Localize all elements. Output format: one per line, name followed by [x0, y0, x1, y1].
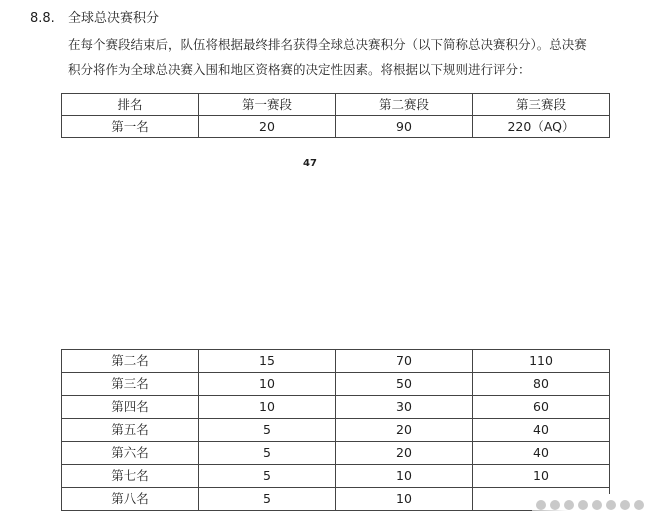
stage-2-cell: 10: [336, 465, 473, 488]
stage-1-cell: 5: [199, 488, 336, 511]
more-dots-icon: [634, 500, 644, 510]
points-table-bottom: [61, 349, 610, 511]
table-row: [62, 373, 610, 396]
more-dots-icon: [550, 500, 560, 510]
rank-cell: 第四名: [62, 396, 199, 419]
rank-cell: 第二名: [62, 350, 199, 373]
stage-3-cell: 220（AQ）: [473, 116, 610, 138]
stage-1-cell: 5: [199, 465, 336, 488]
header-cell-stage-1: 第一赛段: [199, 94, 336, 116]
stage-1-cell: 5: [199, 419, 336, 442]
stage-3-cell: 40: [473, 442, 610, 465]
header-cell-stage-2: 第二赛段: [336, 94, 473, 116]
stage-1-cell: 15: [199, 350, 336, 373]
rank-cell: 第一名: [62, 116, 199, 138]
stage-3-cell: 110: [473, 350, 610, 373]
rank-cell: 第五名: [62, 419, 199, 442]
table-row: [62, 116, 610, 138]
table-row: [62, 419, 610, 442]
more-options-button[interactable]: [532, 494, 652, 516]
table-row: [62, 350, 610, 373]
rank-cell: 第六名: [62, 442, 199, 465]
stage-2-cell: 70: [336, 350, 473, 373]
rank-cell: 第七名: [62, 465, 199, 488]
stage-1-cell: 5: [199, 442, 336, 465]
page-number: 47: [303, 158, 317, 169]
table-row: [62, 488, 610, 511]
table-row: [62, 465, 610, 488]
stage-3-cell: 80: [473, 373, 610, 396]
table-row: [62, 396, 610, 419]
section-heading: [30, 10, 159, 28]
stage-1-cell: 10: [199, 373, 336, 396]
more-dots-icon: [592, 500, 602, 510]
intro-paragraph-line-1: 在每个赛段结束后，队伍将根据最终排名获得全球总决赛积分（以下简称总决赛积分）。总决赛: [68, 37, 587, 52]
section-number: 8.8.: [30, 11, 55, 26]
table-header-row: [62, 94, 610, 116]
stage-2-cell: 30: [336, 396, 473, 419]
stage-2-cell: 10: [336, 488, 473, 511]
stage-3-cell: 40: [473, 419, 610, 442]
more-dots-icon: [578, 500, 588, 510]
stage-1-cell: 10: [199, 396, 336, 419]
intro-paragraph-line-2: 积分将作为全球总决赛入围和地区资格赛的决定性因素。将根据以下规则进行评分：: [68, 62, 531, 77]
points-table-top: [61, 93, 610, 138]
section-title: 全球总决赛积分: [68, 11, 160, 26]
stage-1-cell: 20: [199, 116, 336, 138]
header-cell-stage-3: 第三赛段: [473, 94, 610, 116]
stage-2-cell: 50: [336, 373, 473, 396]
table-row: [62, 442, 610, 465]
rank-cell: 第八名: [62, 488, 199, 511]
stage-2-cell: 20: [336, 442, 473, 465]
stage-2-cell: 20: [336, 419, 473, 442]
stage-2-cell: 90: [336, 116, 473, 138]
more-dots-icon: [536, 500, 546, 510]
stage-3-cell: 10: [473, 465, 610, 488]
more-dots-icon: [620, 500, 630, 510]
rank-cell: 第三名: [62, 373, 199, 396]
more-dots-icon: [564, 500, 574, 510]
stage-3-cell: 60: [473, 396, 610, 419]
more-dots-icon: [606, 500, 616, 510]
header-cell-rank: 排名: [62, 94, 199, 116]
